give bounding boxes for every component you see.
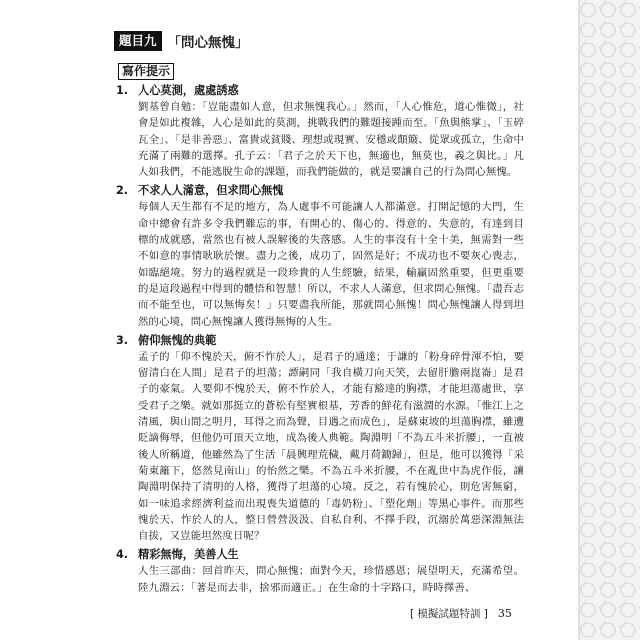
decorative-side-border bbox=[578, 0, 640, 640]
section-heading bbox=[116, 547, 524, 563]
footer-label: [ 模擬試題特訓 ] bbox=[410, 608, 488, 620]
section-title: 不求人人滿意，但求問心無愧 bbox=[138, 184, 284, 198]
question-title: 「問心無愧」 bbox=[167, 35, 249, 51]
section-title: 人心莫測，處處誘惑 bbox=[138, 84, 239, 97]
section-number: 4. bbox=[116, 548, 129, 562]
section-2 bbox=[114, 183, 524, 329]
section-title: 精彩無悔，美善人生 bbox=[138, 548, 239, 562]
question-header bbox=[114, 30, 524, 52]
section-number: 2. bbox=[116, 184, 129, 198]
section-paragraph: 劉基曾自勉：「豈能盡如人意，但求無愧我心。」然而，「人心惟危，道心惟微」，社會是如此複雜，人心是如此的莫測，挑戰我們的難題接踵而至。「魚與熊掌」、「玉碎瓦全」、「是非善惡」、富貴或貧賤、理想或現實、安穩或顛簸、從眾或孤立，生命中充滿了兩難的選擇。孔子云：「君子之於天下也，無適也，無莫也，義之與比。」凡人如我們，不能逃脫生命的課題，而我們能做的，就是要讓自己的行為問心無愧。 bbox=[138, 101, 524, 179]
tips-label: 寫作提示 bbox=[118, 63, 174, 80]
tips-header bbox=[114, 60, 524, 80]
section-number: 3. bbox=[116, 333, 129, 347]
section-3 bbox=[114, 333, 524, 545]
section-paragraph: 每個人天生都有不足的地方，為人處事不可能讓人人都滿意。打開記憶的大門，生命中總會有許多令我們難忘的事，有開心的、傷心的、得意的、失意的，有達到目標的成就感，當然也有被人誤解後的失落感。人生的事沒有十全十美，無需對一些不如意的事情耿耿於懷。盡力之後，成功了，固然是好；不成功也不要灰心喪志，如臨絕境。努力的過程就是一段珍貴的人生經驗，結果，輸贏固然重要，但更重要的是這段過程中得到的體悟和智慧！所以，不求人人滿意，但求問心無愧。「盡吾志而不能至也，可以無悔矣！」只要盡我所能，那就問心無愧！問心無愧讓人得到坦然的心境，問心無愧讓人獲得無悔的人生。 bbox=[138, 201, 524, 328]
section-number: 1. bbox=[116, 84, 129, 97]
section-paragraph: 人生三部曲：回首昨天，問心無愧；面對今天，珍惜感恩；展望明天，充滿希望。陸九淵云：「著是而去非，捨邪而適正。」在生命的十字路口，時時擇善、 bbox=[138, 565, 524, 594]
section-heading bbox=[116, 83, 524, 99]
section-1 bbox=[114, 83, 524, 180]
section-heading bbox=[116, 183, 524, 199]
section-heading bbox=[116, 333, 524, 349]
section-paragraph: 孟子的「仰不愧於天，俯不怍於人」，是君子的通達；于謙的「粉身碎骨渾不怕，要留清白在人間」是君子的坦蕩；譚嗣同「我自橫刀向天笑，去留肝膽兩崑崙」是君子的豪氣。人要仰不愧於天，俯不怍於人，才能有豁達的胸襟，才能坦蕩處世，享受君子之樂。就如那挺立的蒼松有堅實根基，芳香的鮮花有滋潤的水源。「惟江上之清風，與山間之明月，耳得之而為聲，目遇之而成色」，是蘇東坡的坦蕩胸襟，雖遭貶謫侮辱，但他仍可頂天立地，成為後人典範。陶淵明「不為五斗米折腰」，一直被後人所稱道，他雖然為了生活「晨興理荒穢，戴月荷鋤歸」，但是，他可以獲得「采菊東籬下，悠然見南山」的怡然之樂。不為五斗米折腰，不在亂世中為虎作倀，讓陶淵明保持了清明的人格，獲得了坦蕩的心境。反之，若有愧於心，則危害無窮，如一味追求經濟利益而出現喪失道德的「毒奶粉」、「塑化劑」等黑心事件。而那些愧於天、怍於人的人，整日營營汲汲、自私自利、不擇手段，沉溺於萬惡深淵無法自拔，又豈能坦然度日呢？ bbox=[138, 350, 524, 543]
question-badge: 題目九 bbox=[114, 31, 162, 51]
document-page bbox=[114, 30, 524, 596]
section-4 bbox=[114, 547, 524, 596]
section-title: 俯仰無愧的典範 bbox=[138, 333, 217, 347]
page-footer bbox=[410, 606, 512, 621]
page-number: 35 bbox=[497, 607, 512, 620]
